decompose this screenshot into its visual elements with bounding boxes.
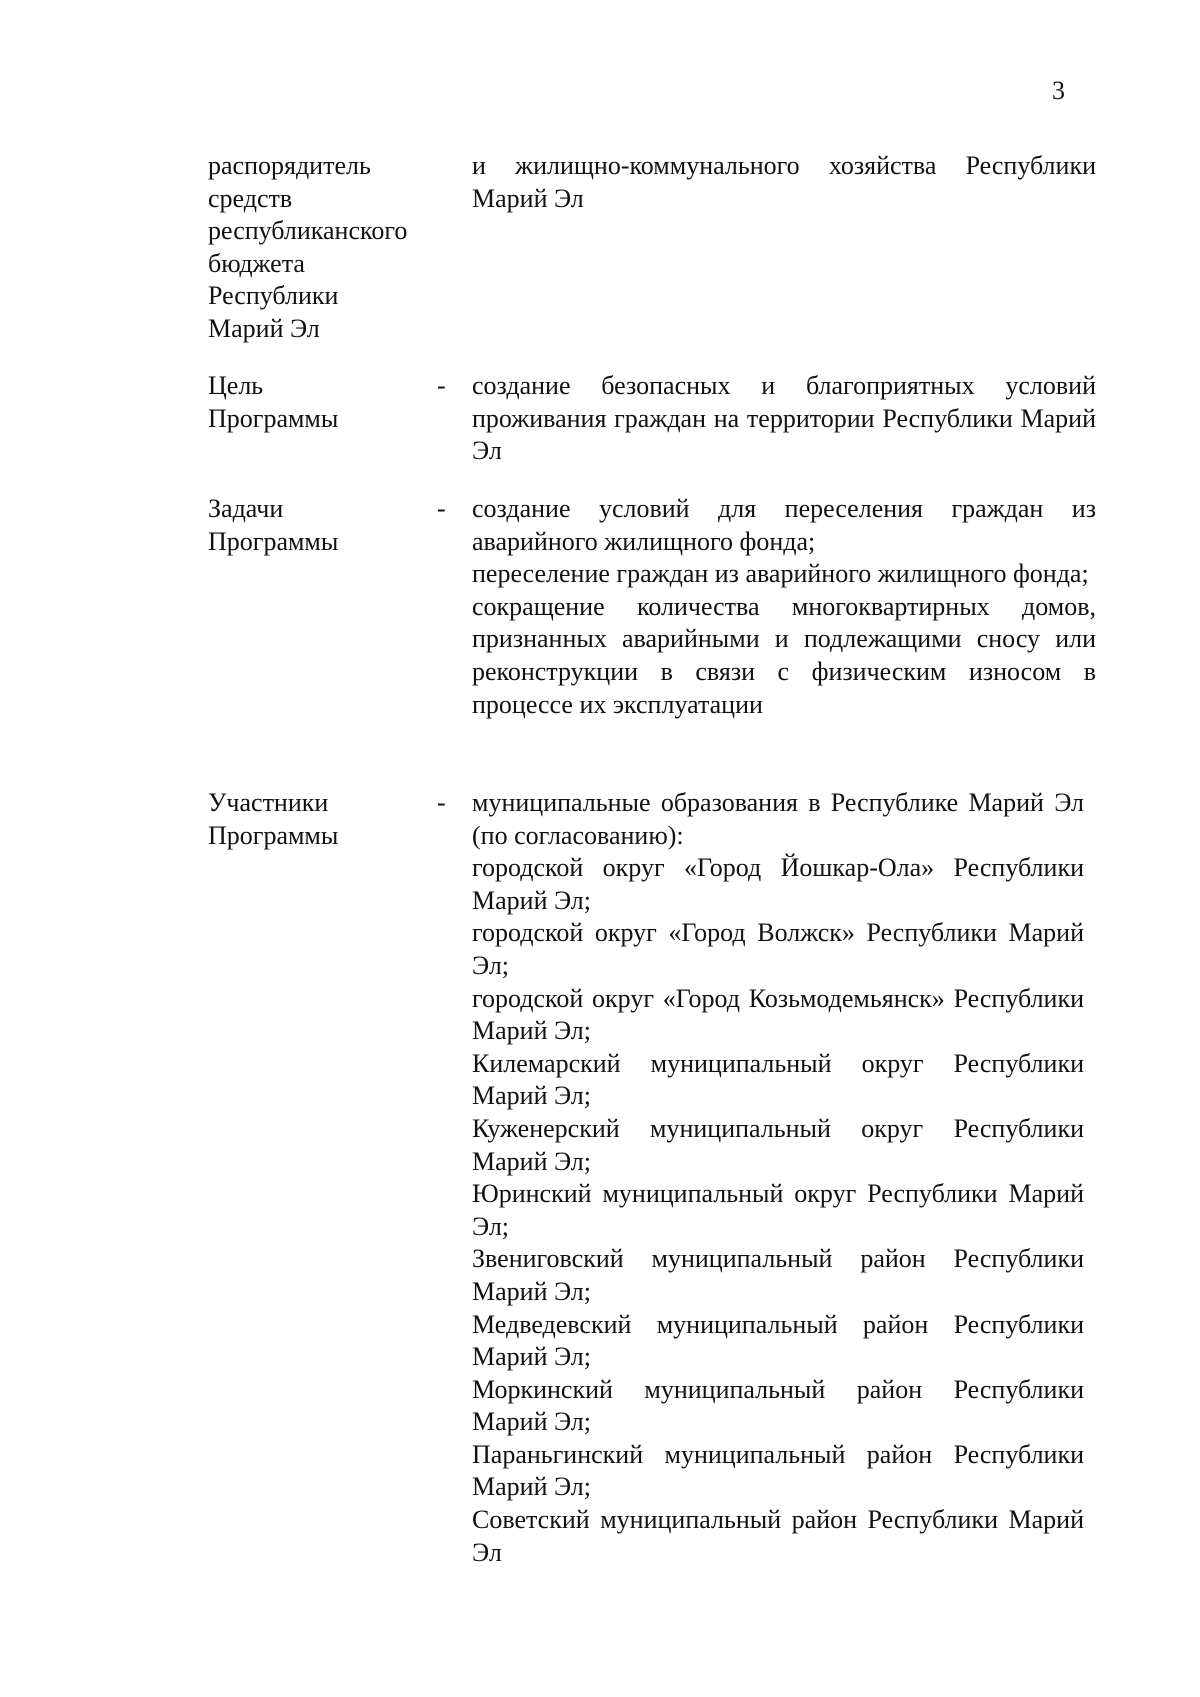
dash-separator: - [437, 494, 446, 523]
row-content [472, 787, 1084, 1569]
label-line: бюджета [208, 248, 305, 278]
row-label [208, 787, 438, 852]
content-paragraph: Советский муниципальный район Республики Марий Эл [472, 1505, 1084, 1567]
content-paragraph: Юринский муниципальный округ Республики Марий Эл; [472, 1179, 1084, 1241]
content-paragraph: переселение граждан из аварийного жилищного фонда; [472, 559, 1089, 589]
label-line: средств [208, 183, 293, 213]
label-line: распорядитель [208, 151, 371, 180]
label-line: Программы [208, 526, 339, 556]
row-label [208, 370, 438, 435]
content-paragraph: Килемарский муниципальный округ Республики Марий Эл; [472, 1048, 1084, 1111]
content-paragraph: создание условий для переселения граждан из аварийного жилищного фонда; [472, 494, 1096, 556]
row-content [472, 370, 1096, 468]
label-line: Марий Эл [208, 313, 320, 343]
label-line: Республики [208, 281, 339, 311]
label-line: Программы [208, 820, 339, 850]
content-paragraph: муниципальные образования в Республике Марий Эл (по согласованию): [472, 788, 1084, 850]
content-paragraph: городской округ «Город Йошкар-Ола» Республики Марий Эл; [472, 853, 1084, 915]
content-paragraph: Моркинский муниципальный район Республики Марий Эл; [472, 1374, 1084, 1437]
content-paragraph: создание безопасных и благоприятных условий проживания граждан на территории Республики Марий Эл [472, 371, 1096, 466]
content-paragraph: городской округ «Город Волжск» Республики Марий Эл; [472, 918, 1084, 980]
label-line: республиканского [208, 216, 408, 246]
label-line: Программы [208, 403, 339, 433]
dash-separator: - [437, 788, 446, 817]
row-label [208, 150, 438, 346]
content-paragraph: Звениговский муниципальный район Республики Марий Эл; [472, 1244, 1084, 1306]
row-label [208, 493, 438, 558]
label-line: Цель [208, 371, 264, 400]
row-content [472, 493, 1096, 721]
label-line: Участники [208, 788, 329, 817]
content-paragraph: Медведевский муниципальный район Республики Марий Эл; [472, 1309, 1084, 1372]
row-content [472, 150, 1096, 215]
dash-separator: - [437, 371, 446, 400]
content-paragraph: Куженерский муниципальный округ Республики Марий Эл; [472, 1113, 1084, 1176]
content-paragraph: и жилищно-коммунального хозяйства Республики Марий Эл [472, 151, 1096, 213]
content-paragraph: Параньгинский муниципальный район Республики Марий Эл; [472, 1439, 1084, 1502]
content-paragraph: городской округ «Город Козьмодемьянск» Республики Марий Эл; [472, 983, 1084, 1046]
content-paragraph: сокращение количества многоквартирных домов, признанных аварийными и подлежащими сносу или реконструкции в связи с физическим износом в процессе их эксплуатации [472, 591, 1096, 719]
label-line: Задачи [208, 494, 284, 523]
page-number: 3 [1052, 76, 1065, 105]
